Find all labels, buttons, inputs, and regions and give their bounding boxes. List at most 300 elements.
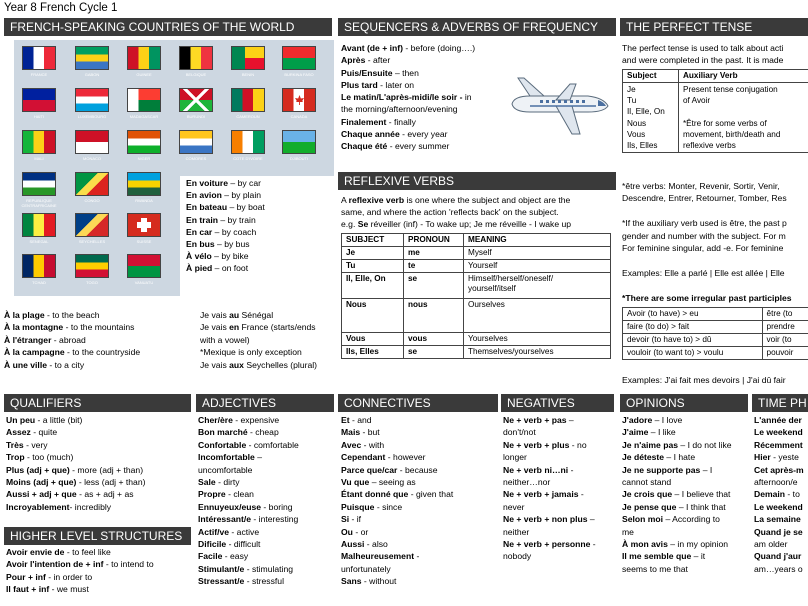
flag-icon xyxy=(282,88,316,112)
term: Avant (de + inf) xyxy=(341,43,403,53)
meaning: - xyxy=(590,539,596,550)
list-item xyxy=(754,464,808,476)
term: Cher/ère xyxy=(198,415,233,425)
term: Ne + verb + pas xyxy=(503,415,567,425)
term: Propre xyxy=(198,489,226,500)
list-item xyxy=(186,189,334,201)
list-item xyxy=(341,563,499,575)
list-item xyxy=(341,414,499,426)
term: Avoir l'intention de + inf xyxy=(6,559,104,570)
subject: Tu xyxy=(627,96,637,106)
term: Après xyxy=(341,55,366,66)
table-cell: vouloir (to want to) > voulu xyxy=(623,347,763,360)
list-item xyxy=(198,563,334,575)
table-cell: devoir (to have to) > dû xyxy=(623,334,763,347)
list-item xyxy=(198,464,334,476)
flag-icon xyxy=(75,213,109,237)
table-row xyxy=(342,247,611,260)
transport-list xyxy=(186,177,334,275)
list-item xyxy=(622,426,750,438)
list-item xyxy=(6,501,192,513)
meaning: - but xyxy=(360,427,380,438)
flag-label: FRANCE xyxy=(30,72,48,77)
term: Le matin/L'après-midi/le soir - xyxy=(341,92,463,103)
irregular-table-wrap xyxy=(622,307,808,360)
meaning: – by bike xyxy=(211,251,249,262)
table-cell: se xyxy=(404,346,464,359)
time-phrases-header: TIME PH xyxy=(752,394,808,412)
meaning: - before (doing….) xyxy=(403,43,476,53)
list-item xyxy=(6,451,192,463)
time-phrases-list xyxy=(754,414,808,575)
col-pronoun: PRONOUN xyxy=(404,234,464,247)
negatives-header: NEGATIVES xyxy=(501,394,614,412)
intro-line: same, and where the action 'reflects back' on the subject. xyxy=(341,207,559,217)
meaning: neither…nor xyxy=(503,477,551,488)
sequencers-header: SEQUENCERS & ADVERBS OF FREQUENCY xyxy=(338,18,616,36)
auxiliary-cell xyxy=(679,83,808,153)
meaning: - to the beach xyxy=(44,310,100,320)
term: J'adore xyxy=(622,415,653,425)
list-item xyxy=(341,575,499,587)
list-item xyxy=(6,439,192,451)
list-item xyxy=(4,334,194,346)
list-item xyxy=(4,346,194,358)
term: Je pense que xyxy=(622,501,677,512)
list-item xyxy=(6,414,192,426)
list-item xyxy=(503,451,615,463)
term: Quand j'aur xyxy=(754,551,802,562)
term: Mais xyxy=(341,427,361,438)
list-item xyxy=(622,488,750,500)
higher-level-header: HIGHER LEVEL STRUCTURES xyxy=(4,527,191,545)
term: À la plage xyxy=(4,310,45,320)
preposition: aux xyxy=(229,359,244,370)
table-cell: faire (to do) > fait xyxy=(623,321,763,334)
meaning: - too (much) xyxy=(24,452,74,463)
negatives-list xyxy=(503,414,615,563)
list-item xyxy=(754,526,808,538)
meaning: - to the countryside xyxy=(64,347,141,358)
flag-label: GUINEE xyxy=(136,72,152,77)
list-item xyxy=(200,346,334,358)
auxiliary-line: reflexive verbs xyxy=(683,141,736,150)
col-subject: SUBJECT xyxy=(342,234,404,247)
meaning: afternoon/e xyxy=(754,477,798,488)
list-item xyxy=(503,439,615,451)
meaning: - interesting xyxy=(251,514,299,525)
connectives-list xyxy=(341,414,499,588)
term: Si xyxy=(341,514,350,525)
flag-icon xyxy=(282,46,316,70)
term: Je n'aime pas xyxy=(622,439,679,450)
table-cell: Ourselves xyxy=(464,299,611,333)
opinions-header: OPINIONS xyxy=(620,394,748,412)
list-item xyxy=(341,464,499,476)
col-subject: Subject xyxy=(623,70,679,83)
list-item xyxy=(341,128,501,140)
flag-label: DJIBOUTI xyxy=(289,156,309,161)
term: Et xyxy=(341,415,350,425)
meaning: – I love xyxy=(652,415,683,425)
flag-icon xyxy=(75,254,109,278)
connectives-header: CONNECTIVES xyxy=(338,394,498,412)
list-item xyxy=(6,464,192,476)
list-item xyxy=(6,476,192,488)
meaning: – I xyxy=(700,464,713,475)
list-item xyxy=(754,501,808,513)
term: Je crois que xyxy=(622,489,673,500)
higher-level-list xyxy=(6,546,192,596)
irregular-table xyxy=(622,307,808,360)
reflexive-table xyxy=(341,233,611,359)
perfect-table xyxy=(622,69,808,153)
term: Vu que xyxy=(341,477,370,488)
meaning: unfortunately xyxy=(341,563,391,574)
flag-label: MADAGASCAR xyxy=(129,114,159,119)
term: Un peu xyxy=(6,415,36,425)
flag-label: SENEGAL xyxy=(29,239,49,244)
table-cell: Himself/herself/oneself/ yourself/itself xyxy=(464,273,611,299)
note-line: Examples: Elle a parlé | Elle est allée | Elle xyxy=(622,267,785,278)
term: Ou xyxy=(341,526,353,537)
table-cell: Nous xyxy=(342,299,404,333)
meaning: - to the mountains xyxy=(63,322,135,333)
table-cell: Ils, Elles xyxy=(342,346,404,359)
list-item xyxy=(503,488,615,500)
meaning: - no xyxy=(569,439,587,450)
flag-icon xyxy=(231,88,265,112)
flag-label: SEYCHELLES xyxy=(78,239,106,244)
term: Ne + verb ni…ni xyxy=(503,464,569,475)
meaning: - to a city xyxy=(46,359,85,370)
flag-icon xyxy=(127,172,161,196)
flag-label: MONACO xyxy=(83,156,101,161)
term: À une ville xyxy=(4,359,47,370)
meaning: - less (adj + than) xyxy=(76,477,146,488)
preposition: en xyxy=(229,322,240,333)
term: Avoir envie de xyxy=(6,547,65,557)
term: Actif/ve xyxy=(198,526,230,537)
flag-icon xyxy=(179,130,213,154)
table-cell: vous xyxy=(404,333,464,346)
meaning: – in my opinion xyxy=(667,539,729,550)
term: Finalement xyxy=(341,116,387,127)
flag-icon xyxy=(22,172,56,196)
reflexive-header: REFLEXIVE VERBS xyxy=(338,172,616,190)
table-row xyxy=(623,334,808,347)
meaning: - after xyxy=(365,55,391,66)
term: Aussi xyxy=(341,539,365,550)
list-item xyxy=(622,501,750,513)
term: Selon moi xyxy=(622,514,664,525)
term: En car xyxy=(186,226,213,237)
meaning: - yeste xyxy=(770,452,799,463)
list-item xyxy=(341,513,499,525)
meaning: - every summer xyxy=(387,141,450,152)
cross-icon xyxy=(137,222,151,228)
intro-line: The perfect tense is used to talk about acti xyxy=(622,43,784,53)
term: Ne + verb + plus xyxy=(503,439,570,450)
meaning: - as + adj + as xyxy=(76,489,134,500)
meaning: - cheap xyxy=(247,427,279,438)
term: Étant donné que xyxy=(341,489,409,500)
meaning: - however xyxy=(385,452,426,463)
flag-icon xyxy=(22,130,56,154)
list-item xyxy=(503,414,615,426)
table-cell: Il, Elle, On xyxy=(342,273,404,299)
table-cell: Je xyxy=(342,247,404,260)
maple-leaf-icon xyxy=(295,95,304,105)
term: Ne + verb + non plus xyxy=(503,514,588,525)
subject: Il, Elle, On xyxy=(627,107,665,117)
meaning: – by coach xyxy=(212,226,257,237)
meaning: longer xyxy=(503,452,527,463)
meaning: - also xyxy=(364,539,388,550)
term: Puis/Ensuite xyxy=(341,67,393,78)
list-item xyxy=(4,309,194,321)
list-item xyxy=(622,451,750,463)
adjectives-list xyxy=(198,414,334,588)
flag-label: HAITI xyxy=(33,114,45,119)
table-row xyxy=(342,273,611,299)
flag-icon xyxy=(75,46,109,70)
flag-label: BURUNDI xyxy=(186,114,206,119)
table-row xyxy=(623,321,808,334)
flag-icon xyxy=(179,88,213,112)
countries-header: FRENCH-SPEAKING COUNTRIES OF THE WORLD xyxy=(4,18,332,36)
list-item xyxy=(341,54,501,66)
list-item xyxy=(186,262,334,274)
term: Pour + inf xyxy=(6,571,46,582)
meaning: - if xyxy=(349,514,362,525)
list-item xyxy=(503,513,615,525)
list-item xyxy=(622,513,750,525)
term: Dificile xyxy=(198,539,227,550)
meaning: – by bus xyxy=(214,239,250,250)
meaning: - abroad xyxy=(51,334,86,345)
list-item xyxy=(198,513,334,525)
list-item xyxy=(198,439,334,451)
term: Confortable xyxy=(198,439,247,450)
table-cell: être (to xyxy=(762,308,808,321)
term: Récemment xyxy=(754,439,803,450)
meaning: - because xyxy=(397,464,438,475)
table-cell: Vous xyxy=(342,333,404,346)
auxiliary-line: Present tense conjugation xyxy=(683,85,778,94)
note-line: gender and number with the subject. For m xyxy=(622,230,786,241)
meaning: – by train xyxy=(218,214,256,225)
list-item xyxy=(4,321,194,333)
term: À l'étranger xyxy=(4,334,52,345)
table-cell: nous xyxy=(404,299,464,333)
term: En train xyxy=(186,214,218,225)
table-cell: se xyxy=(404,273,464,299)
list-item xyxy=(341,439,499,451)
list-item xyxy=(503,464,615,476)
term: À vélo xyxy=(186,251,212,262)
meaning: uncomfortable xyxy=(198,464,253,475)
table-row xyxy=(342,260,611,273)
meaning: me xyxy=(622,526,634,537)
meaning: - active xyxy=(229,526,260,537)
list-item xyxy=(341,103,501,115)
col-meaning: MEANING xyxy=(464,234,611,247)
meaning: - incredibly xyxy=(69,501,112,512)
airplane-illustration xyxy=(500,70,612,140)
meaning: - without xyxy=(361,576,397,587)
meaning: nobody xyxy=(503,551,532,562)
meaning: am older xyxy=(754,539,788,550)
term: Plus tard xyxy=(341,79,378,90)
term: Il faut + inf xyxy=(6,584,50,595)
meaning: am…years o xyxy=(754,563,803,574)
list-item xyxy=(503,526,615,538)
list-item xyxy=(341,67,501,79)
term: À la montagne xyxy=(4,322,64,333)
term: Cependant xyxy=(341,452,386,463)
table-cell: Yourselves xyxy=(464,333,611,346)
perfect-tense-header: THE PERFECT TENSE xyxy=(620,18,808,36)
list-item xyxy=(186,250,334,262)
intro-line: e.g. Se réveiller (inf) - To wake up; Je me réveille - I wake up xyxy=(341,219,572,229)
list-item xyxy=(754,476,808,488)
list-item xyxy=(200,309,334,321)
meaning: neither xyxy=(503,526,530,537)
qualifiers-header: QUALIFIERS xyxy=(4,394,191,412)
meaning: – I think that xyxy=(676,501,726,512)
meaning: in xyxy=(462,92,472,103)
term: À la campagne xyxy=(4,347,65,358)
flag-label: CAMEROUN xyxy=(236,114,260,119)
list-item xyxy=(6,583,192,595)
term: Avec xyxy=(341,439,362,450)
flag-icon xyxy=(282,130,316,154)
list-item xyxy=(341,426,499,438)
meaning: – I like xyxy=(648,427,676,438)
list-item xyxy=(200,359,334,371)
table-cell: pouvoir xyxy=(762,347,808,360)
list-item xyxy=(622,414,750,426)
subject: Nous xyxy=(627,118,647,128)
term: Parce que/car xyxy=(341,464,398,475)
meaning: - very xyxy=(23,439,48,450)
subject: Vous xyxy=(627,129,646,139)
meaning: – then xyxy=(392,67,419,78)
col-auxiliary: Auxiliary Verb xyxy=(679,70,808,83)
note-line: Descendre, Entrer, Retourner, Tomber, Res xyxy=(622,193,787,204)
flag-icon xyxy=(75,88,109,112)
term: Facile xyxy=(198,551,223,562)
meaning: – xyxy=(254,452,262,463)
list-item xyxy=(754,451,808,463)
list-item xyxy=(341,501,499,513)
list-item xyxy=(341,91,501,103)
meaning: cannot stand xyxy=(622,477,672,488)
list-item xyxy=(341,451,499,463)
term: Aussi + adj + que xyxy=(6,489,77,500)
flag-icon xyxy=(127,88,161,112)
flag-label: GABON xyxy=(84,72,100,77)
list-item xyxy=(341,526,499,538)
term: En bateau xyxy=(186,202,228,213)
list-item xyxy=(198,575,334,587)
term: Stimulant/e xyxy=(198,563,245,574)
list-item xyxy=(622,526,750,538)
flag-label: BURKINA FASO xyxy=(284,72,314,77)
meaning: – on foot xyxy=(212,263,249,274)
meaning: – seeing as xyxy=(369,477,416,488)
flag-icon xyxy=(22,213,56,237)
meaning: never xyxy=(503,501,525,512)
auxiliary-line: of Avoir xyxy=(683,96,711,106)
list-item xyxy=(503,538,615,550)
table-cell: me xyxy=(404,247,464,260)
text: Je vais xyxy=(200,359,230,370)
list-item xyxy=(6,488,192,500)
flag-label: CANADA xyxy=(290,114,308,119)
term: Incomfortable xyxy=(198,452,255,463)
list-item xyxy=(341,550,499,562)
flag-label: COTE D'IVOIRE xyxy=(233,156,263,161)
list-item xyxy=(754,426,808,438)
list-item xyxy=(754,550,808,562)
term: Malheureusement xyxy=(341,551,415,562)
list-item xyxy=(341,140,501,152)
flag-label: NIGER xyxy=(137,156,151,161)
flag-icon xyxy=(231,46,265,70)
term: Sale xyxy=(198,477,216,488)
list-item xyxy=(198,414,334,426)
list-item xyxy=(622,550,750,562)
list-item xyxy=(503,476,615,488)
perfect-intro xyxy=(622,42,808,66)
list-item xyxy=(341,42,501,54)
list-item xyxy=(622,439,750,451)
adjectives-header: ADJECTIVES xyxy=(196,394,334,412)
list-item xyxy=(341,79,501,91)
term: Plus (adj + que) xyxy=(6,464,70,475)
meaning: – xyxy=(566,415,574,425)
list-item xyxy=(198,538,334,550)
table-cell: Yourself xyxy=(464,260,611,273)
meaning: - to feel like xyxy=(64,547,111,557)
flag-label: LUXEMBOURG xyxy=(77,114,107,119)
table-row xyxy=(623,347,808,360)
list-item xyxy=(754,563,808,575)
flag-icon xyxy=(22,254,56,278)
term: Chaque année xyxy=(341,129,400,140)
subject: Je xyxy=(627,85,636,94)
list-item xyxy=(503,550,615,562)
text: Je vais xyxy=(200,310,230,320)
term: L'année der xyxy=(754,415,802,425)
list-item xyxy=(198,426,334,438)
flag-label: SUISSE xyxy=(136,239,152,244)
list-item xyxy=(341,116,501,128)
list-item xyxy=(198,526,334,538)
subject: Ils, Elles xyxy=(627,141,658,151)
term: Très xyxy=(6,439,24,450)
list-item xyxy=(754,538,808,550)
meaning: - or xyxy=(352,526,369,537)
meaning: - in order to xyxy=(45,571,93,582)
term: À pied xyxy=(186,263,213,274)
note-line: *être verbs: Monter, Revenir, Sortir, Venir, xyxy=(622,181,780,191)
text: Sénégal xyxy=(239,310,274,320)
je-vais-list xyxy=(200,309,334,371)
auxiliary-line: movement, birth/death and xyxy=(683,129,781,139)
